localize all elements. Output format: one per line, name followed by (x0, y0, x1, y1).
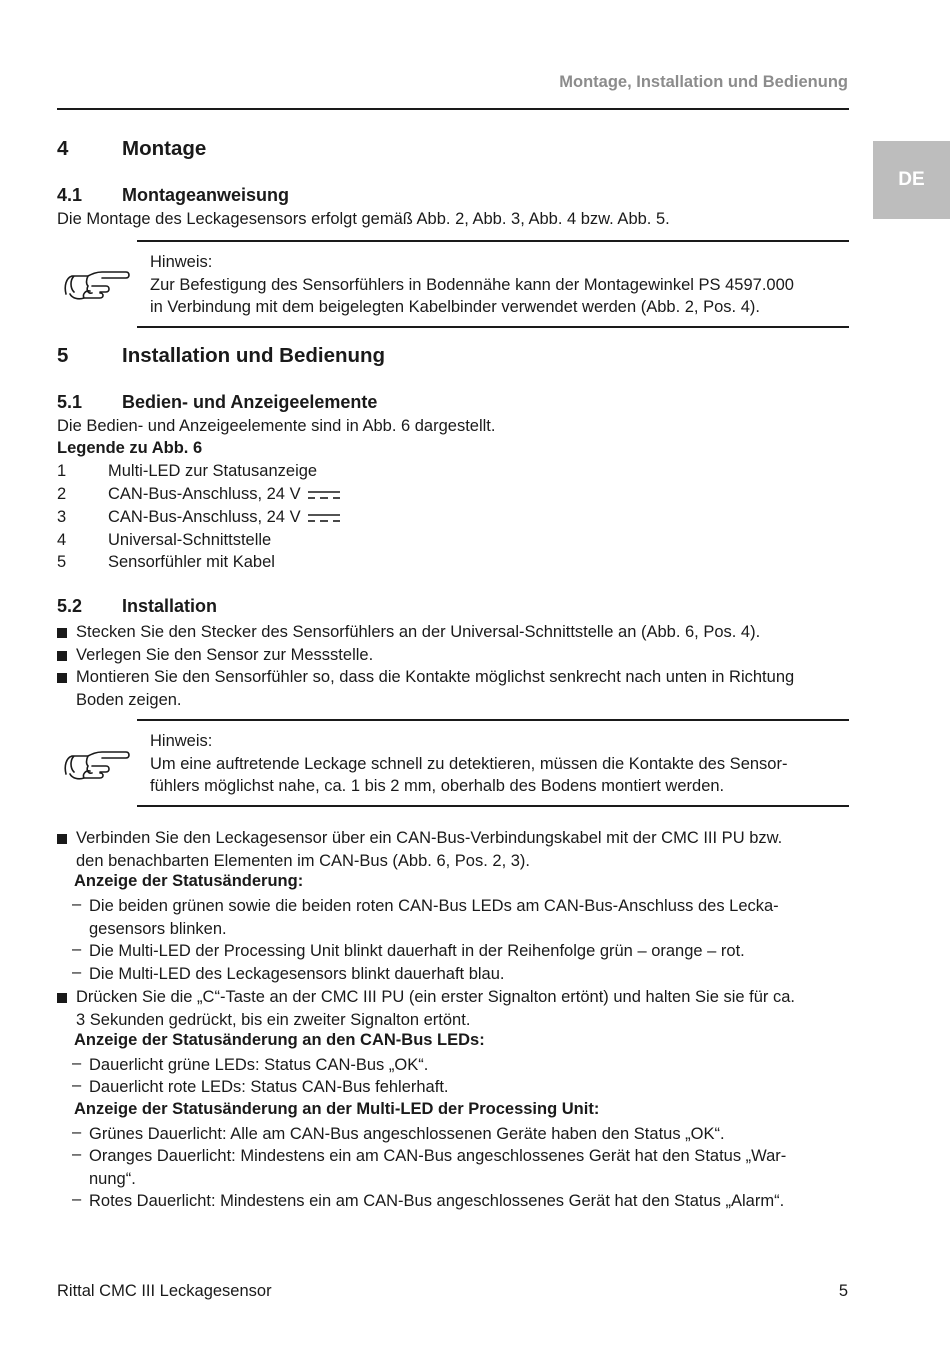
note-line: in Verbindung mit dem beigelegten Kabelbinder verwendet werden (Abb. 2, Pos. 4). (150, 298, 760, 316)
legend-item (57, 508, 757, 530)
section-number: 4 (57, 137, 69, 160)
dash-line: Die Multi-LED der Processing Unit blinkt dauerhaft in der Reihenfolge grün – orange – rot. (89, 942, 745, 960)
legend-number: 1 (57, 462, 67, 480)
legend-number: 5 (57, 553, 67, 571)
dash-item (72, 1190, 849, 1213)
legend-number: 4 (57, 531, 67, 549)
dash-line: Rotes Dauerlicht: Mindestens ein am CAN-Bus angeschlossenes Gerät hat den Status „Alarm“. (89, 1192, 785, 1210)
status-heading: Anzeige der Statusänderung: (74, 872, 304, 890)
running-header: Montage, Installation und Bedienung (559, 73, 848, 91)
legend-text: Multi-LED zur Statusanzeige (108, 462, 318, 480)
section-5-1-heading (57, 392, 757, 416)
pointing-hand-icon (62, 744, 132, 784)
note-bottom-rule (137, 805, 849, 807)
dc-voltage-icon (307, 489, 341, 501)
note-top-rule (137, 240, 849, 242)
note-top-rule (137, 719, 849, 721)
section-number: 5 (57, 344, 69, 367)
header-divider (57, 108, 849, 110)
dash-bullet: – (72, 1054, 82, 1072)
section-title: Installation (122, 596, 218, 616)
section-number: 5.2 (57, 596, 83, 616)
section-title: Montage (122, 137, 207, 160)
note-line: Zur Befestigung des Sensorfühlers in Bodennähe kann der Montagewinkel PS 4597.000 (150, 275, 794, 294)
legend-number: 3 (57, 508, 67, 526)
bullet-line: Drücken Sie die „C“-Taste an der CMC III PU (ein erster Signalton ertönt) und halten Sie sie für ca. (76, 988, 795, 1006)
bullet-line: Verbinden Sie den Leckagesensor über ein CAN-Bus-Verbindungskabel mit der CMC III PU bzw. (76, 829, 783, 847)
bullet-line: den benachbarten Elementen im CAN-Bus (Abb. 6, Pos. 2, 3). (76, 851, 530, 870)
square-bullet-icon (57, 651, 67, 661)
section-number: 4.1 (57, 185, 83, 205)
dash-item (72, 963, 849, 986)
dash-bullet: – (72, 963, 82, 981)
note-line: Um eine auftretende Leckage schnell zu detektieren, müssen die Kontakte des Sensor- (150, 754, 788, 773)
dash-bullet: – (72, 1190, 82, 1208)
bullet-item (57, 827, 849, 873)
dash-item (72, 1054, 849, 1077)
square-bullet-icon (57, 993, 67, 1003)
legend-item (57, 485, 757, 507)
footer-product-name: Rittal CMC III Leckagesensor (57, 1282, 272, 1300)
bullet-line: Montieren Sie den Sensorfühler so, dass die Kontakte möglichst senkrecht nach unten in Richtung (76, 668, 795, 686)
dash-item (72, 1076, 849, 1099)
section-title: Montageanweisung (122, 185, 290, 205)
status-heading: Anzeige der Statusänderung an den CAN-Bus LEDs: (74, 1031, 485, 1049)
paragraph: Die Bedien- und Anzeigeelemente sind in Abb. 6 dargestellt. (57, 417, 496, 435)
dash-item (72, 1145, 849, 1191)
dash-line: Die beiden grünen sowie die beiden roten CAN-Bus LEDs am CAN-Bus-Anschluss des Lecka- (89, 897, 779, 915)
note-label: Hinweis: (150, 732, 213, 750)
section-4-heading (57, 137, 757, 163)
dash-bullet: – (72, 1145, 82, 1163)
dash-line: Grünes Dauerlicht: Alle am CAN-Bus angeschlossenen Geräte haben den Status „OK“. (89, 1125, 725, 1143)
square-bullet-icon (57, 673, 67, 683)
bullet-line: 3 Sekunden gedrückt, bis ein zweiter Signalton ertönt. (76, 1010, 471, 1029)
bullet-line: Stecken Sie den Stecker des Sensorfühlers an der Universal-Schnittstelle an (Abb. 6, Pos. 4). (76, 623, 761, 641)
section-number: 5.1 (57, 392, 83, 412)
legend-text: CAN-Bus-Anschluss, 24 V (108, 485, 301, 503)
section-5-2-heading (57, 596, 757, 620)
square-bullet-icon (57, 628, 67, 638)
dash-line: nung“. (89, 1169, 136, 1188)
language-tab: DE (873, 141, 950, 219)
legend-number: 2 (57, 485, 67, 503)
dash-bullet: – (72, 895, 82, 913)
dash-line: Dauerlicht rote LEDs: Status CAN-Bus fehlerhaft. (89, 1078, 449, 1096)
legend-item (57, 531, 757, 553)
paragraph: Die Montage des Leckagesensors erfolgt gemäß Abb. 2, Abb. 3, Abb. 4 bzw. Abb. 5. (57, 210, 670, 228)
legend-text: Sensorfühler mit Kabel (108, 553, 275, 571)
status-heading: Anzeige der Statusänderung an der Multi-LED der Processing Unit: (74, 1100, 600, 1118)
section-4-1-heading (57, 185, 757, 209)
legend-text: Universal-Schnittstelle (108, 531, 272, 549)
note-box (150, 730, 787, 798)
bullet-item (57, 986, 849, 1032)
legend-text: CAN-Bus-Anschluss, 24 V (108, 508, 301, 526)
section-5-heading (57, 344, 757, 370)
section-title: Installation und Bedienung (122, 344, 386, 367)
legend-title: Legende zu Abb. 6 (57, 439, 203, 457)
dash-bullet: – (72, 940, 82, 958)
dash-line: gesensors blinken. (89, 919, 227, 938)
bullet-line: Verlegen Sie den Sensor zur Messstelle. (76, 646, 374, 664)
dash-item (72, 1123, 849, 1146)
legend-item (57, 462, 757, 484)
dash-line: Dauerlicht grüne LEDs: Status CAN-Bus „OK“. (89, 1056, 429, 1074)
pointing-hand-icon (62, 264, 132, 304)
note-bottom-rule (137, 326, 849, 328)
bullet-item (57, 666, 849, 712)
bullet-item (57, 644, 849, 667)
dash-line: Oranges Dauerlicht: Mindestens ein am CAN-Bus angeschlossenes Gerät hat den Status „War- (89, 1147, 787, 1165)
note-label: Hinweis: (150, 253, 213, 271)
dash-item (72, 940, 849, 963)
bullet-line: Boden zeigen. (76, 690, 182, 709)
dc-voltage-icon (307, 512, 341, 524)
bullet-item (57, 621, 849, 644)
page-number: 5 (838, 1282, 848, 1300)
note-box (150, 251, 794, 319)
dash-bullet: – (72, 1076, 82, 1094)
note-line: fühlers möglichst nahe, ca. 1 bis 2 mm, oberhalb des Bodens montiert werden. (150, 777, 725, 795)
legend-item (57, 553, 757, 575)
section-title: Bedien- und Anzeigeelemente (122, 392, 378, 412)
dash-item (72, 895, 849, 941)
square-bullet-icon (57, 834, 67, 844)
dash-bullet: – (72, 1123, 82, 1141)
dash-line: Die Multi-LED des Leckagesensors blinkt dauerhaft blau. (89, 965, 505, 983)
